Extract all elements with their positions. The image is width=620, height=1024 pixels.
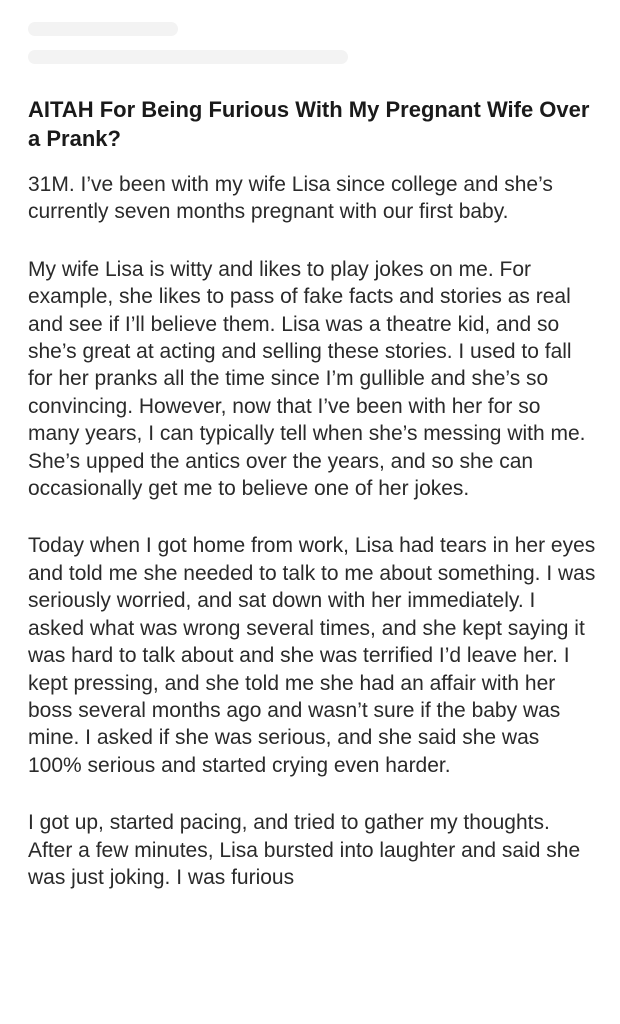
faded-line (28, 50, 348, 64)
post-paragraph: 31M. I’ve been with my wife Lisa since college and she’s currently seven months pregnant with our first baby. (28, 173, 553, 224)
faded-line (28, 22, 178, 36)
post-title: AITAH For Being Furious With My Pregnant Wife Over a Prank? (28, 97, 590, 151)
post-body (28, 171, 596, 891)
post-paragraph: My wife Lisa is witty and likes to play jokes on me. For example, she likes to pass of fake facts and stories as real and see if I’ll believe them. Lisa was a theatre kid, and so she’s great at acting and selling these stories. I used to fall for her pranks all the time since I’m gullible and she’s so convincing. However, now that I’ve been with her for so many years, I can typically tell when she’s messing with me. She’s upped the antics over the years, and so she can occasionally get me to believe one of her jokes. (28, 257, 586, 501)
post-paragraph: Today when I got home from work, Lisa had tears in her eyes and told me she needed to talk to me about something. I was seriously worried, and sat down with her immediately. I asked what was wrong several times, and she kept saying it was hard to talk about and she was terrified I’d leave her. I kept pressing, and she told me she had an affair with her boss several months ago and wasn’t sure if the baby was mine. I asked if she was serious, and she said she was 100% serious and started crying even harder. (28, 534, 596, 777)
faded-header-placeholder (28, 22, 358, 82)
post-paragraph: I got up, started pacing, and tried to gather my thoughts. After a few minutes, Lisa bursted into laughter and said she was just joking. I was furious (28, 811, 581, 889)
post (28, 95, 596, 891)
